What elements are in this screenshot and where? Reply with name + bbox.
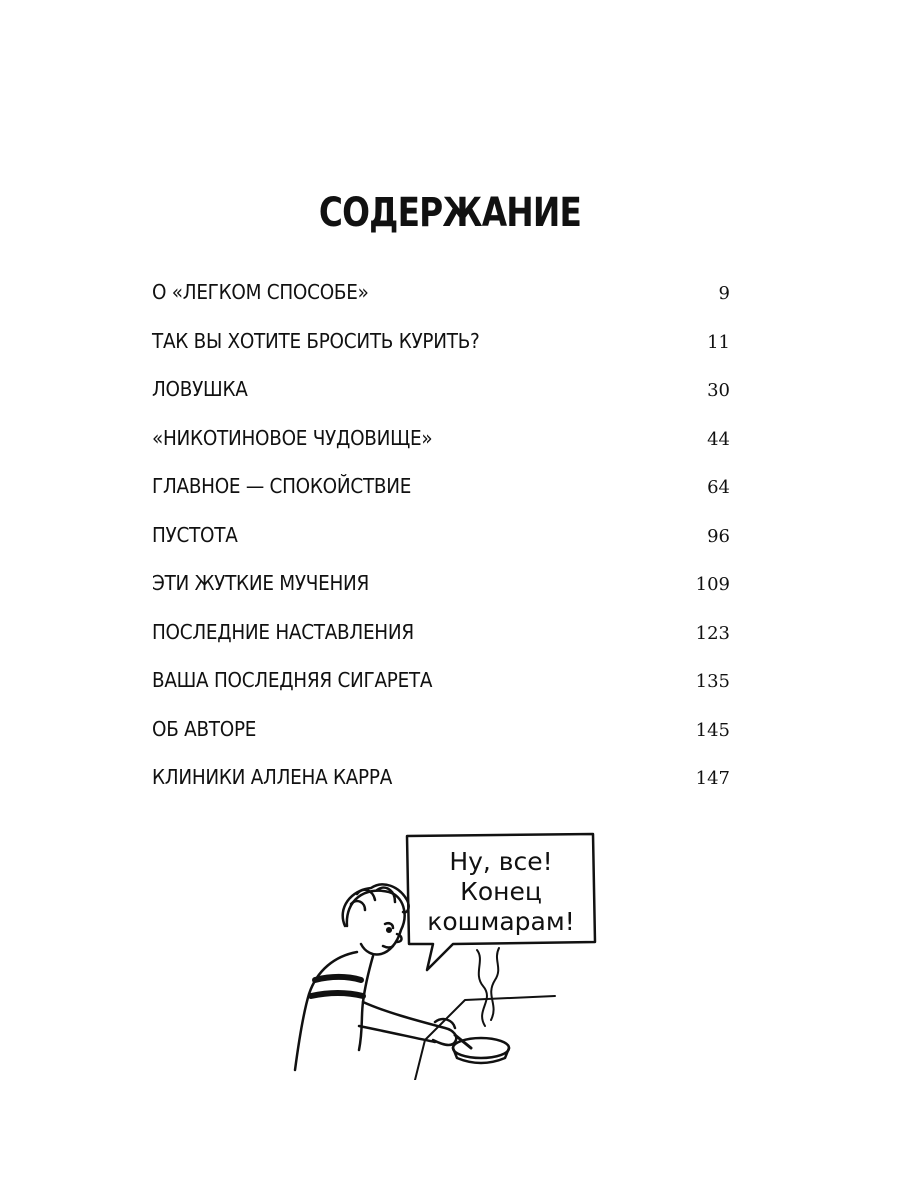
- toc-entry-title: ТАК ВЫ ХОТИТЕ БРОСИТЬ КУРИТЬ?: [152, 328, 480, 353]
- toc-entry-page: 135: [695, 671, 730, 692]
- toc-entry[interactable]: [152, 426, 730, 475]
- page-title: СОДЕРЖАНИЕ: [318, 190, 582, 236]
- toc-entry[interactable]: [152, 280, 730, 329]
- toc-entry-title: ПУСТОТА: [152, 522, 238, 547]
- toc-entry[interactable]: [152, 717, 730, 766]
- toc-entry-title: О «ЛЕГКОМ СПОСОБЕ»: [152, 280, 369, 304]
- toc-entry-page: 44: [707, 428, 730, 450]
- toc-entry[interactable]: [152, 377, 730, 426]
- toc-entry-page: 145: [695, 719, 730, 741]
- toc-entry[interactable]: [152, 329, 730, 378]
- speech-line: Конец: [460, 877, 542, 906]
- toc-entry-page: 109: [695, 574, 730, 595]
- toc-entry-title: ПОСЛЕДНИЕ НАСТАВЛЕНИЯ: [152, 619, 414, 644]
- cartoon-illustration: [285, 830, 605, 1080]
- toc-entry-page: 96: [707, 525, 730, 547]
- speech-line: кошмарам!: [427, 907, 575, 936]
- toc-entry-page: 64: [707, 477, 730, 498]
- toc-entry-page: 30: [707, 380, 730, 401]
- toc-entry-page: 11: [707, 331, 730, 353]
- toc-entry[interactable]: [152, 765, 730, 814]
- toc-entry-title: ГЛАВНОЕ — СПОКОЙСТВИЕ: [152, 474, 412, 498]
- toc-entry-title: «НИКОТИНОВОЕ ЧУДОВИЩЕ»: [152, 425, 433, 450]
- toc-entry[interactable]: [152, 523, 730, 572]
- toc-entry[interactable]: [152, 668, 730, 717]
- toc-entry[interactable]: [152, 571, 730, 620]
- body: [295, 952, 357, 1070]
- smoke: [477, 950, 487, 1026]
- toc-entry-title: ЭТИ ЖУТКИЕ МУЧЕНИЯ: [152, 571, 370, 595]
- toc-entry-title: ЛОВУШКА: [152, 377, 248, 401]
- table-of-contents: [152, 280, 730, 814]
- toc-entry[interactable]: [152, 620, 730, 669]
- toc-entry-title: ОБ АВТОРЕ: [152, 716, 257, 741]
- toc-entry-page: 123: [695, 622, 730, 644]
- toc-entry-page: 147: [695, 768, 730, 789]
- toc-entry-title: ВАША ПОСЛЕДНЯЯ СИГАРЕТА: [152, 668, 433, 692]
- toc-entry[interactable]: [152, 474, 730, 523]
- speech-line: Ну, все!: [449, 847, 553, 876]
- toc-entry-title: КЛИНИКИ АЛЛЕНА КАРРА: [152, 765, 393, 789]
- toc-entry-page: 9: [718, 283, 730, 304]
